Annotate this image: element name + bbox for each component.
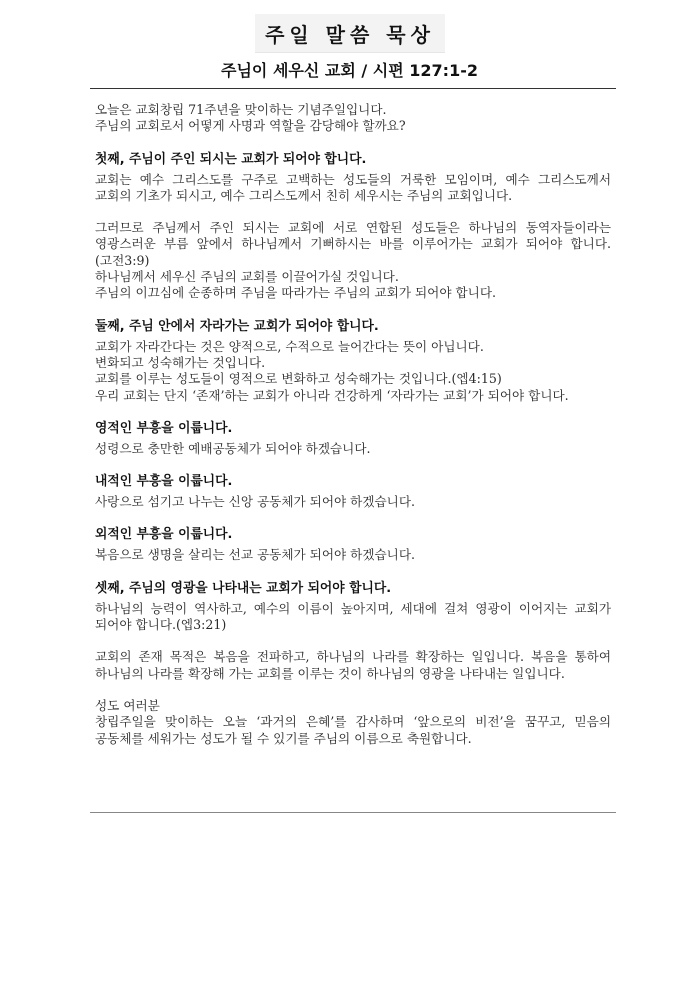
body-paragraph [95,269,611,302]
intro-line: 주님의 교회로서 어떻게 사명과 역할을 감당해야 할까요? [95,118,406,134]
section-heading-first: 첫째, 주님이 주인 되시는 교회가 되어야 합니다. [95,151,367,167]
body-line: 교회를 이루는 성도들이 영적으로 변화하고 성숙해가는 것입니다.(엡4:15) [95,371,502,387]
top-divider [90,88,616,89]
body-paragraph: 교회의 존재 목적은 복음을 전파하고, 하나님의 나라를 확장하는 일입니다. 복음을 통하여 하나님의 나라를 확장해 가는 교회를 이루는 것이 하나님의 영광을 나타내는 일입니다. [95,649,611,681]
section-heading-third: 셋째, 주님의 영광을 나타내는 교회가 되어야 합니다. [95,580,392,596]
section-heading-second: 둘째, 주님 안에서 자라가는 교회가 되어야 합니다. [95,318,379,334]
bottom-divider [90,812,616,813]
closing-text: 창립주일을 맞이하는 오늘 ‘과거의 은혜’를 감사하며 ‘앞으로의 비전’을 꿈꾸고, 믿음의 공동체를 세워가는 성도가 될 수 있기를 주님의 이름으로 축원합니다. [95,714,611,746]
subheading-spiritual-revival: 영적인 부흥을 이룹니다. [95,420,233,436]
body-paragraph: 그러므로 주님께서 주인 되시는 교회에 서로 연합된 성도들은 하나님의 동역자들이라는 영광스러운 부름 앞에서 하나님께서 기뻐하시는 바를 이루어가는 교회가 되어야 합니다.(고전3:9) [95,220,611,268]
body-paragraph: 하나님의 능력이 역사하고, 예수의 이름이 높아지며, 세대에 걸쳐 영광이 이어지는 교회가 되어야 합니다.(엡3:21) [95,600,611,633]
body-line: 하나님께서 세우신 주님의 교회를 이끌어가실 것입니다. [95,269,399,285]
closing-greeting: 성도 여러분 [95,697,160,713]
body-paragraph: 성령으로 충만한 예배공동체가 되어야 하겠습니다. [95,440,371,456]
title-banner [255,14,445,53]
intro-line: 오늘은 교회창립 71주년을 맞이하는 기념주일입니다. [95,102,387,117]
body-line: 변화되고 성숙해가는 것입니다. [95,354,266,370]
document-body [95,102,611,747]
body-line: 우리 교회는 단지 ‘존재’하는 교회가 아니라 건강하게 ‘자라가는 교회’가 되어야 합니다. [95,387,569,403]
page-subtitle: 주님이 세우신 교회 / 시편 127:1-2 [221,61,478,80]
subheading-outer-revival: 외적인 부흥을 이룹니다. [95,527,233,543]
closing-paragraph [95,698,611,747]
intro-paragraph [95,102,611,135]
subheading-inner-revival: 내적인 부흥을 이룹니다. [95,474,233,490]
page-title: 주일 말씀 묵상 [265,22,435,47]
body-line: 교회가 자라간다는 것은 양적으로, 수적으로 늘어간다는 뜻이 아닙니다. [95,338,484,354]
body-paragraph [95,339,611,404]
body-line: 주님의 이끄심에 순종하며 주님을 따라가는 주님의 교회가 되어야 합니다. [95,285,496,301]
body-paragraph: 복음으로 생명을 살리는 선교 공동체가 되어야 하겠습니다. [95,547,415,563]
body-paragraph: 교회는 예수 그리스도를 구주로 고백하는 성도들의 거룩한 모임이며, 예수 그리스도께서 교회의 기초가 되시고, 예수 그리스도께서 친히 세우시는 주님의 교회입니다. [95,171,611,203]
body-paragraph: 사랑으로 섬기고 나누는 신앙 공동체가 되어야 하겠습니다. [95,494,415,510]
